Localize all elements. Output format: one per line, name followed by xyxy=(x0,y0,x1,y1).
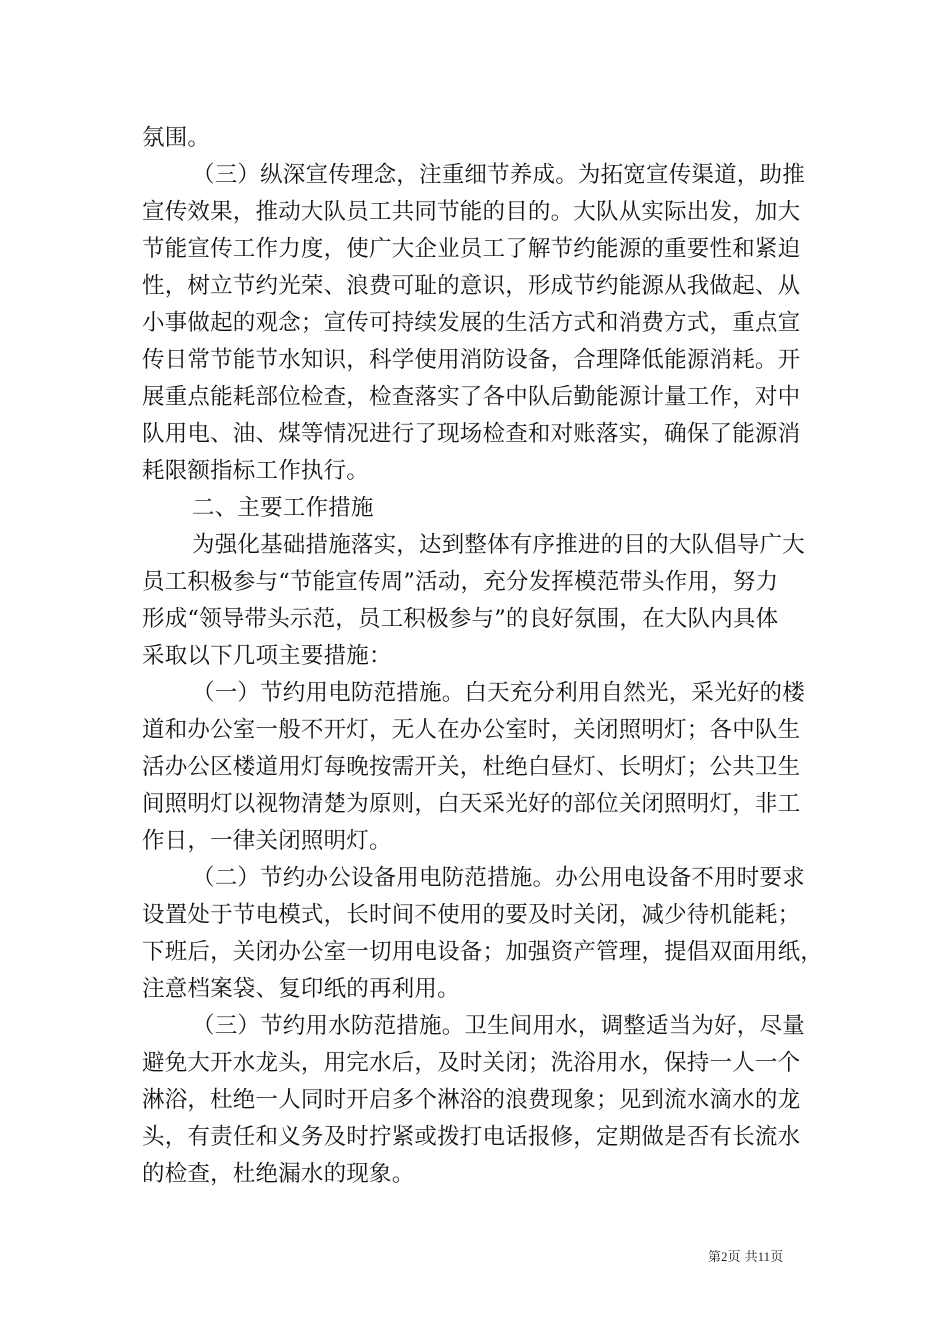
paragraph-line: 采取以下几项主要措施： xyxy=(142,643,392,669)
paragraph-line: 作日，一律关闭照明灯。 xyxy=(142,828,392,854)
paragraph-line: 为强化基础措施落实，达到整体有序推进的目的大队倡导广大 xyxy=(192,532,805,558)
paragraph-line: 设置处于节电模式，长时间不使用的要及时关闭，减少待机能耗； xyxy=(142,902,801,928)
paragraph-line: （一）节约用电防范措施。白天充分利用自然光，采光好的楼 xyxy=(192,680,805,706)
paragraph-line: 形成“领导带头示范，员工积极参与”的良好氛围，在大队内具体 xyxy=(142,606,779,632)
footer-suffix: 页 xyxy=(770,1250,784,1265)
page-footer xyxy=(708,1248,783,1267)
paragraph-line: 耗限额指标工作执行。 xyxy=(142,458,370,484)
paragraph-line: （三）纵深宣传理念，注重细节养成。为拓宽宣传渠道，助推 xyxy=(192,162,805,188)
paragraph-line: （三）节约用水防范措施。卫生间用水，调整适当为好，尽量 xyxy=(192,1013,805,1039)
paragraph-line: 性，树立节约光荣、浪费可耻的意识，形成节约能源从我做起、从 xyxy=(142,273,801,299)
current-page-number: 2 xyxy=(721,1249,728,1264)
paragraph-line: 头，有责任和义务及时拧紧或拨打电话报修，定期做是否有长流水 xyxy=(142,1124,801,1150)
paragraph-line: 氛围。 xyxy=(142,125,211,151)
paragraph-line: 的检查，杜绝漏水的现象。 xyxy=(142,1161,415,1187)
total-pages-number: 11 xyxy=(757,1249,771,1264)
paragraph-line: （二）节约办公设备用电防范措施。办公用电设备不用时要求 xyxy=(192,865,805,891)
paragraph-line: 间照明灯以视物清楚为原则，白天采光好的部位关闭照明灯，非工 xyxy=(142,791,801,817)
paragraph-line: 道和办公室一般不开灯，无人在办公室时，关闭照明灯；各中队生 xyxy=(142,717,801,743)
paragraph-line: 小事做起的观念；宣传可持续发展的生活方式和消费方式，重点宣 xyxy=(142,310,801,336)
paragraph-line: 队用电、油、煤等情况进行了现场检查和对账落实，确保了能源消 xyxy=(142,421,801,447)
paragraph-line: 下班后，关闭办公室一切用电设备；加强资产管理，提倡双面用纸， xyxy=(142,939,824,965)
paragraph-line: 避免大开水龙头，用完水后，及时关闭；洗浴用水，保持一人一个 xyxy=(142,1050,801,1076)
footer-middle: 页 共 xyxy=(727,1250,758,1265)
footer-prefix: 第 xyxy=(708,1250,722,1265)
section-heading: 二、主要工作措施 xyxy=(192,495,374,521)
paragraph-line: 注意档案袋、复印纸的再利用。 xyxy=(142,976,460,1002)
paragraph-line: 节能宣传工作力度，使广大企业员工了解节约能源的重要性和紧迫 xyxy=(142,236,801,262)
paragraph-line: 展重点能耗部位检查，检查落实了各中队后勤能源计量工作，对中 xyxy=(142,384,801,410)
paragraph-line: 宣传效果，推动大队员工共同节能的目的。大队从实际出发，加大 xyxy=(142,199,801,225)
paragraph-line: 传日常节能节水知识，科学使用消防设备，合理降低能源消耗。开 xyxy=(142,347,801,373)
paragraph-line: 活办公区楼道用灯每晚按需开关，杜绝白昼灯、长明灯；公共卫生 xyxy=(142,754,801,780)
paragraph-line: 淋浴，杜绝一人同时开启多个淋浴的浪费现象；见到流水滴水的龙 xyxy=(142,1087,801,1113)
paragraph-line: 员工积极参与“节能宣传周”活动，充分发挥模范带头作用，努力 xyxy=(142,569,779,595)
